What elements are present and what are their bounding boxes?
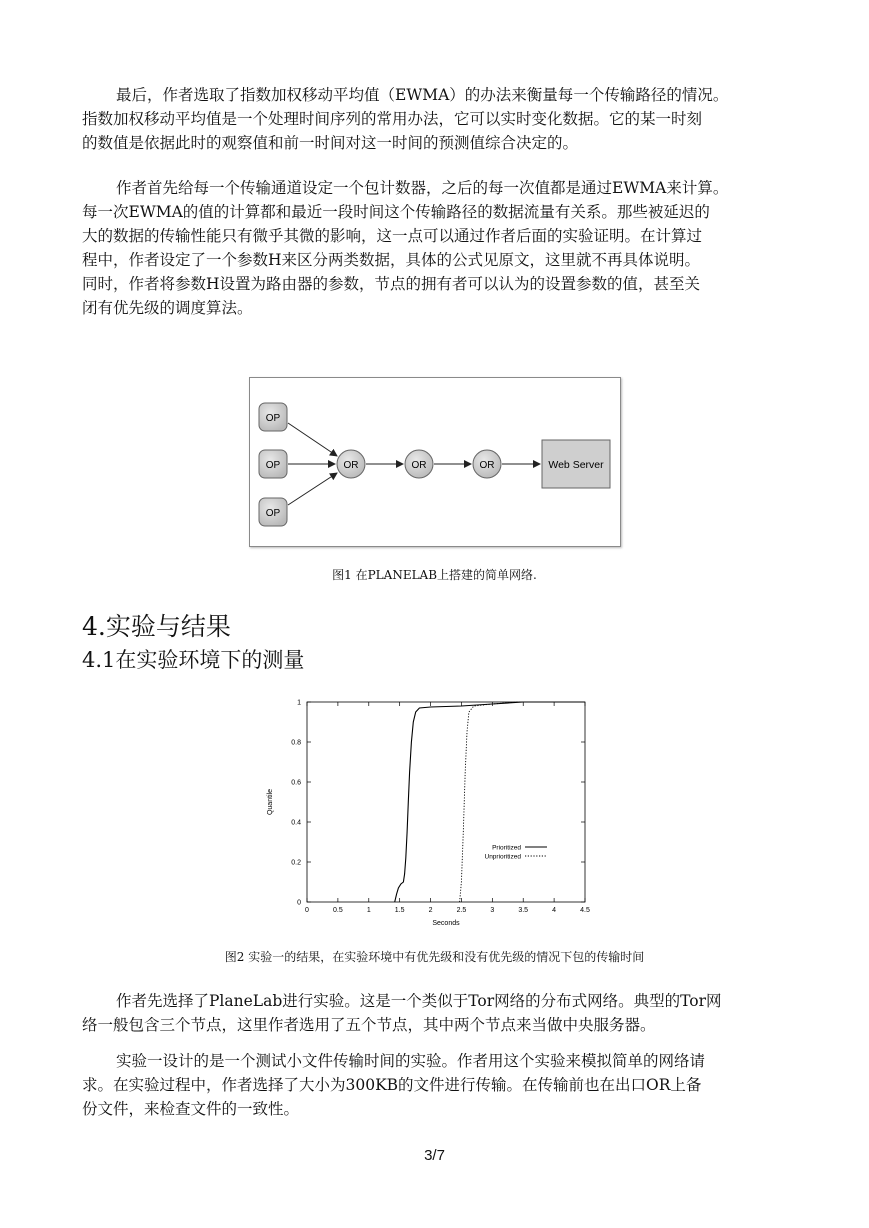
or-label: OR (479, 460, 495, 471)
paragraph-experiment-one (82, 1049, 787, 1121)
op-node (259, 403, 287, 431)
text-line: 实验一设计的是一个测试小文件传输时间的实验。作者用这个实验来模拟简单的网络请 (116, 1052, 706, 1070)
text-line: 作者先选择了PlaneLab进行实验。这是一个类似于Tor网络的分布式网络。典型的Tor网 (116, 992, 722, 1010)
text-line: 闭有优先级的调度算法。 (82, 299, 253, 317)
op-label: OP (265, 460, 281, 471)
section-heading: 4.实验与结果 (82, 612, 231, 641)
figure1-caption: 图1 在PLANELAB上搭建的简单网络. (332, 568, 537, 582)
web-server-node (542, 440, 610, 488)
x-tick-label: 0 (305, 907, 309, 914)
y-axis-label: Quantile (267, 788, 274, 816)
text-line: 指数加权移动平均值是一个处理时间序列的常用办法，它可以实时变化数据。它的某一时刻 (82, 110, 703, 128)
text-line: 大的数据的传输性能只有微乎其微的影响，这一点可以通过作者后面的实验证明。在计算过 (82, 227, 703, 245)
plot-frame (307, 702, 585, 902)
op-node (259, 498, 287, 526)
text-line: 程中，作者设定了一个参数H来区分两类数据，具体的公式见原文，这里就不再具体说明。 (82, 251, 701, 269)
series-line-unprioritized (460, 702, 585, 902)
x-tick-label: 4 (552, 907, 557, 914)
edge-arrow (288, 423, 337, 456)
network-diagram (249, 377, 621, 547)
x-axis-label: Seconds (432, 920, 460, 927)
paragraph-ewma-intro (82, 83, 787, 155)
cdf-chart (260, 690, 600, 930)
y-tick-label: 1 (297, 699, 301, 707)
x-tick-label: 4.5 (580, 907, 590, 914)
x-tick-label: 0.5 (333, 907, 343, 914)
series-line-prioritized (395, 702, 585, 902)
text-line: 的数值是依据此时的观察值和前一时间对这一时间的预测值综合决定的。 (82, 134, 579, 152)
or-node (337, 450, 365, 478)
paragraph-planelab (82, 989, 787, 1037)
legend-label: Unprioritized (484, 853, 521, 861)
paragraph-packet-counter (82, 176, 787, 320)
figure2-caption: 图2 实验一的结果，在实验环境中有优先级和没有优先级的情况下包的传输时间 (224, 950, 645, 964)
text-line: 作者首先给每一个传输通道设定一个包计数器，之后的每一次值都是通过EWMA来计算。 (116, 179, 729, 197)
subsection-heading: 4.1在实验环境下的测量 (82, 648, 305, 672)
y-tick-label: 0.6 (291, 779, 301, 787)
op-label: OP (265, 413, 281, 424)
text-line: 求。在实验过程中，作者选择了大小为300KB的文件进行传输。在传输前也在出口OR上备 (82, 1076, 702, 1094)
y-tick-label: 0.4 (291, 819, 301, 827)
page-number: 3/7 (424, 1147, 445, 1164)
or-label: OR (343, 460, 359, 471)
or-node (473, 450, 501, 478)
text-line: 每一次EWMA的值的计算都和最近一段时间这个传输路径的数据流量有关系。那些被延迟的 (82, 203, 710, 221)
y-tick-label: 0.2 (291, 859, 301, 867)
x-tick-label: 1.5 (394, 907, 405, 914)
legend-label: Prioritized (492, 844, 521, 852)
x-tick-label: 3.5 (518, 907, 529, 914)
text-line: 份文件，来检查文件的一致性。 (82, 1100, 300, 1118)
text-line: 同时，作者将参数H设置为路由器的参数，节点的拥有者可以认为的设置参数的值，甚至关 (82, 275, 701, 293)
x-tick-label: 3 (490, 907, 495, 914)
web-server-label: Web Server (548, 459, 604, 471)
y-tick-label: 0 (297, 899, 301, 907)
x-tick-label: 2 (428, 907, 433, 914)
edge-arrow (288, 473, 337, 505)
y-tick-label: 0.8 (291, 739, 301, 747)
or-node (405, 450, 433, 478)
op-label: OP (265, 508, 281, 519)
or-label: OR (411, 460, 427, 471)
text-line: 最后，作者选取了指数加权移动平均值（EWMA）的办法来衡量每一个传输路径的情况。 (116, 86, 729, 104)
op-node (259, 450, 287, 478)
x-tick-label: 1 (366, 907, 371, 914)
text-line: 络一般包含三个节点，这里作者选用了五个节点，其中两个节点来当做中央服务器。 (82, 1016, 656, 1034)
x-tick-label: 2.5 (456, 907, 467, 914)
